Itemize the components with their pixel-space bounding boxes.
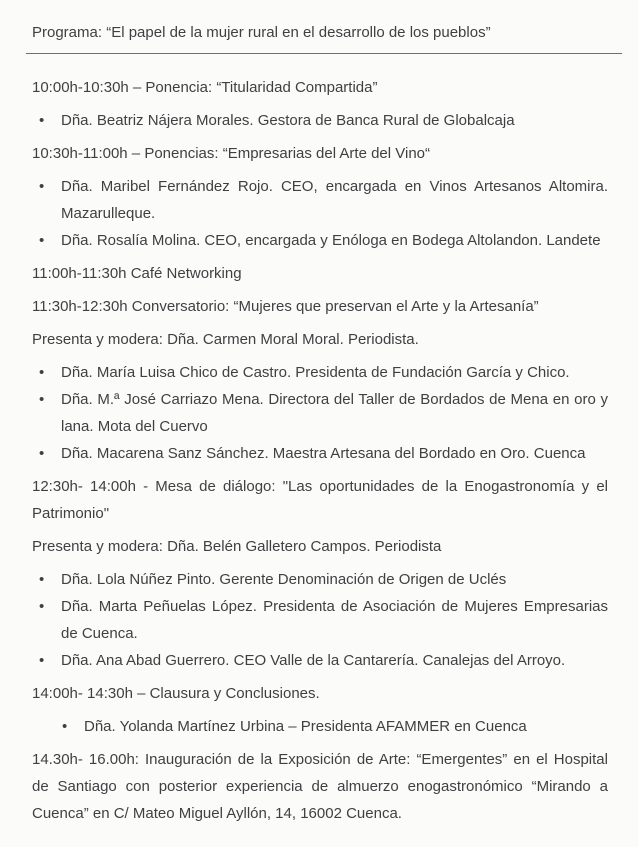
speaker-item: • Dña. Marta Peñuelas López. Presidenta de Asociación de Mujeres Empresarias de Cuenca. bbox=[32, 593, 608, 647]
closing-note: 14.30h- 16.00h: Inauguración de la Exposición de Arte: “Emergentes” en el Hospital de Santiago con posterior experiencia de almuerzo enogastronómico “Mirando a Cuenca” en C/ Mateo Miguel Ayllón, 14, 16002 Cuenca. bbox=[32, 751, 608, 822]
session-heading: 11:00h-11:30h Café Networking bbox=[32, 265, 242, 282]
speaker-item: • Dña. Beatriz Nájera Morales. Gestora de Banca Rural de Globalcaja bbox=[32, 107, 608, 134]
speaker-item: • Dña. Ana Abad Guerrero. CEO Valle de la Cantarería. Canalejas del Arroyo. bbox=[32, 647, 608, 674]
session-inauguracion-exposicion bbox=[32, 746, 608, 827]
session-clausura bbox=[32, 680, 608, 740]
speaker-item: • Dña. Yolanda Martínez Urbina – Presidenta AFAMMER en Cuenca bbox=[32, 713, 608, 740]
session-heading: 10:00h-10:30h – Ponencia: “Titularidad Compartida” bbox=[32, 79, 378, 96]
speaker-list bbox=[32, 713, 608, 740]
speaker-item: • Dña. Lola Núñez Pinto. Gerente Denominación de Origen de Uclés bbox=[32, 566, 608, 593]
session-empresarias-vino bbox=[32, 140, 608, 254]
speaker-item: • Dña. Rosalía Molina. CEO, encargada y Enóloga en Bodega Altolandon. Landete bbox=[32, 227, 608, 254]
session-conversatorio bbox=[32, 293, 608, 467]
moderator-line: Presenta y modera: Dña. Belén Galletero Campos. Periodista bbox=[32, 538, 442, 555]
moderator-line: Presenta y modera: Dña. Carmen Moral Moral. Periodista. bbox=[32, 331, 419, 348]
speaker-list bbox=[32, 566, 608, 674]
session-heading: 10:30h-11:00h – Ponencias: “Empresarias del Arte del Vino“ bbox=[32, 145, 431, 162]
speaker-list bbox=[32, 107, 608, 134]
speaker-list bbox=[32, 173, 608, 254]
session-mesa-dialogo bbox=[32, 473, 608, 674]
session-cafe-networking bbox=[32, 260, 608, 287]
speaker-item: • Dña. M.ª José Carriazo Mena. Directora del Taller de Bordados de Mena en oro y lana. Mota del Cuervo bbox=[32, 386, 608, 440]
speaker-item: • Dña. Maribel Fernández Rojo. CEO, encargada en Vinos Artesanos Altomira. Mazarulleque. bbox=[32, 173, 608, 227]
speaker-list bbox=[32, 359, 608, 467]
session-heading: 11:30h-12:30h Conversatorio: “Mujeres que preservan el Arte y la Artesanía” bbox=[32, 298, 539, 315]
program-title: Programa: “El papel de la mujer rural en el desarrollo de los pueblos” bbox=[26, 19, 622, 54]
session-titularidad-compartida bbox=[32, 74, 608, 134]
speaker-item: • Dña. María Luisa Chico de Castro. Presidenta de Fundación García y Chico. bbox=[32, 359, 608, 386]
session-heading: 12:30h- 14:00h - Mesa de diálogo: "Las oportunidades de la Enogastronomía y el Patrimonio" bbox=[32, 478, 608, 522]
session-heading: 14:00h- 14:30h – Clausura y Conclusiones. bbox=[32, 685, 320, 702]
speaker-item: • Dña. Macarena Sanz Sánchez. Maestra Artesana del Bordado en Oro. Cuenca bbox=[32, 440, 608, 467]
